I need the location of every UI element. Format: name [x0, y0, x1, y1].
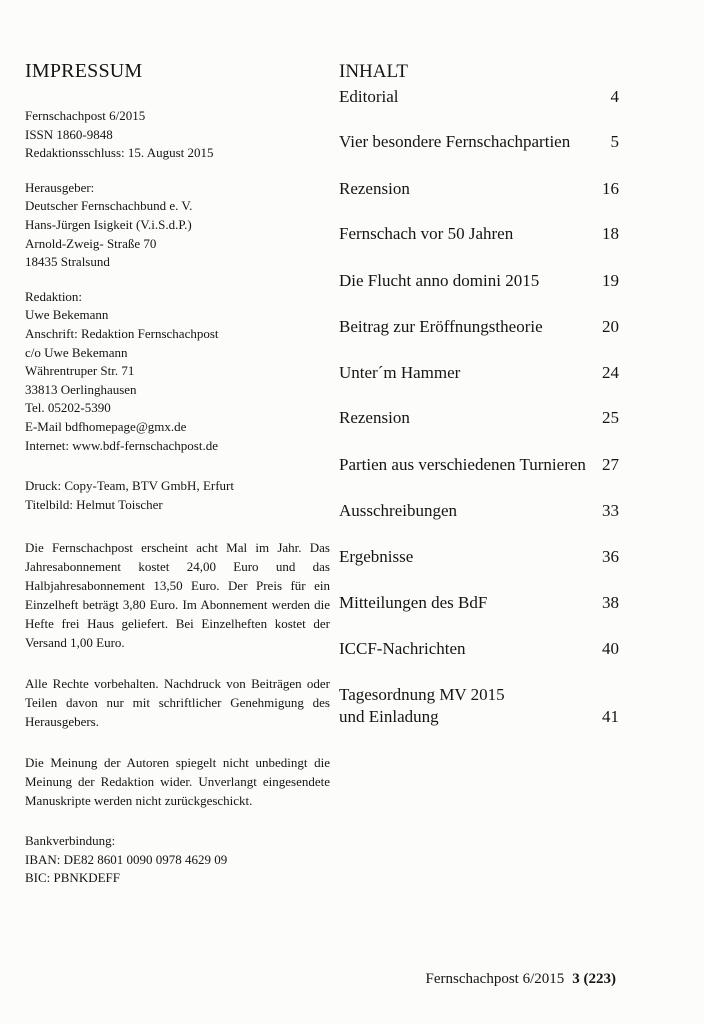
contents-entry	[339, 178, 619, 200]
footer-page-number: 3 (223)	[572, 971, 616, 987]
editor-city: 33813 Oerlinghausen	[25, 381, 137, 397]
contents-entry-page: 40	[602, 639, 619, 658]
editor-name: Uwe Bekemann	[25, 307, 109, 323]
impressum-title: IMPRESSUM	[25, 60, 143, 82]
contents-entry-title: Vier besondere Fernschachpartien	[339, 132, 571, 151]
issue-meta	[25, 107, 330, 163]
publisher-label: Herausgeber:	[25, 179, 95, 195]
editor-email: E-Mail bdfhomepage@gmx.de	[25, 418, 187, 434]
editor-phone: Tel. 05202-5390	[25, 400, 111, 416]
editorial-block	[25, 288, 330, 455]
contents-entry-title: Editorial	[339, 87, 399, 106]
contents-entry	[339, 316, 619, 338]
editorial-label: Redaktion:	[25, 288, 83, 304]
contents-entry-title: Mitteilungen des BdF	[339, 593, 488, 612]
contents-entry	[339, 592, 619, 614]
contents-entry-title: Ergebnisse	[339, 547, 414, 566]
contents-entry-title: Rezension	[339, 408, 410, 427]
disclaimer-paragraph: Die Meinung der Autoren spiegelt nicht unbedingt die Meinung der Redaktion wider. Unverlangt eingesendete Manuskripte werden nicht zurückgeschickt.	[25, 755, 330, 809]
contents-entry-page: 5	[610, 132, 619, 151]
contents-entry-page: 27	[602, 455, 619, 474]
contents-entry-title: Unter´m Hammer	[339, 363, 461, 382]
contents-entry	[339, 131, 619, 153]
bank-bic: BIC: PBNKDEFF	[25, 870, 120, 886]
contents-entry	[339, 407, 619, 429]
print-line: Druck: Copy-Team, BTV GmbH, Erfurt	[25, 478, 234, 494]
contents-entry-title: Tagesordnung MV 2015 und Einladung	[339, 685, 505, 726]
issn-line: ISSN 1860-9848	[25, 126, 113, 142]
editor-address-label: Anschrift: Redaktion Fernschachpost	[25, 325, 219, 341]
contents-entry-title: Fernschach vor 50 Jahren	[339, 224, 514, 243]
bank-iban: IBAN: DE82 8601 0090 0978 4629 09	[25, 851, 228, 867]
contents-entry	[339, 500, 619, 522]
contents-entry-page: 41	[602, 707, 619, 726]
contents-entry-page: 18	[602, 224, 619, 243]
contents-entry	[339, 546, 619, 568]
issue-line: Fernschachpost 6/2015	[25, 108, 146, 123]
contents-entry-title: Die Flucht anno domini 2015	[339, 271, 540, 290]
contents-entry	[339, 86, 619, 108]
contents-entry-title: Rezension	[339, 179, 410, 198]
contents-entry-title: ICCF-Nachrichten	[339, 639, 466, 658]
publisher-street: Arnold-Zweig- Straße 70	[25, 235, 157, 251]
impressum-column	[25, 60, 330, 888]
subscription-paragraph: Die Fernschachpost erscheint acht Mal im Jahr. Das Jahresabonnement kostet 24,00 Euro und das Halbjahresabonnement 13,50 Euro. Der Preis für ein Einzelheft beträgt 3,80 Euro. Im Abonnement werden die Hefte frei Haus geliefert. Bei Einzelheften kostet der Versand 1,00 Euro.	[25, 540, 330, 651]
contents-entry	[339, 223, 619, 245]
contents-entry-title: Ausschreibungen	[339, 501, 458, 520]
page-footer	[426, 971, 616, 988]
cover-image-line: Titelbild: Helmut Toischer	[25, 496, 163, 512]
editor-website: Internet: www.bdf-fernschachpost.de	[25, 437, 219, 453]
publisher-org: Deutscher Fernschachbund e. V.	[25, 198, 193, 214]
contents-entry-page: 25	[602, 408, 619, 427]
contents-entry-title: Beitrag zur Eröffnungstheorie	[339, 317, 543, 336]
contents-entry-page: 19	[602, 271, 619, 290]
contents-entry	[339, 454, 619, 476]
contents-entry	[339, 684, 619, 728]
print-block	[25, 477, 330, 514]
contents-entry-page: 33	[602, 501, 619, 520]
publisher-person: Hans-Jürgen Isigkeit (V.i.S.d.P.)	[25, 216, 192, 232]
rights-paragraph: Alle Rechte vorbehalten. Nachdruck von Beiträgen oder Teilen davon nur mit schriftlicher Genehmigung des Herausgebers.	[25, 676, 330, 730]
contents-entry	[339, 362, 619, 384]
editor-co: c/o Uwe Bekemann	[25, 344, 128, 360]
contents-entry	[339, 270, 619, 292]
bank-block	[25, 832, 330, 888]
footer-publication: Fernschachpost 6/2015	[425, 971, 565, 987]
contents-entry-page: 20	[602, 317, 619, 336]
contents-entry-title: Partien aus verschiedenen Turnieren	[339, 455, 586, 474]
publisher-block	[25, 179, 330, 272]
deadline-line: Redaktionsschluss: 15. August 2015	[25, 145, 214, 161]
contents-column	[339, 60, 619, 726]
contents-entry-page: 4	[610, 87, 619, 106]
contents-entry	[339, 638, 619, 660]
contents-entry-page: 24	[602, 363, 619, 382]
editor-street: Währentruper Str. 71	[25, 363, 135, 379]
bank-label: Bankverbindung:	[25, 833, 116, 849]
publisher-city: 18435 Stralsund	[25, 254, 110, 270]
contents-entry-page: 16	[602, 179, 619, 198]
contents-entry-page: 38	[602, 593, 619, 612]
contents-title: INHALT	[339, 61, 408, 82]
contents-entry-page: 36	[602, 547, 619, 566]
